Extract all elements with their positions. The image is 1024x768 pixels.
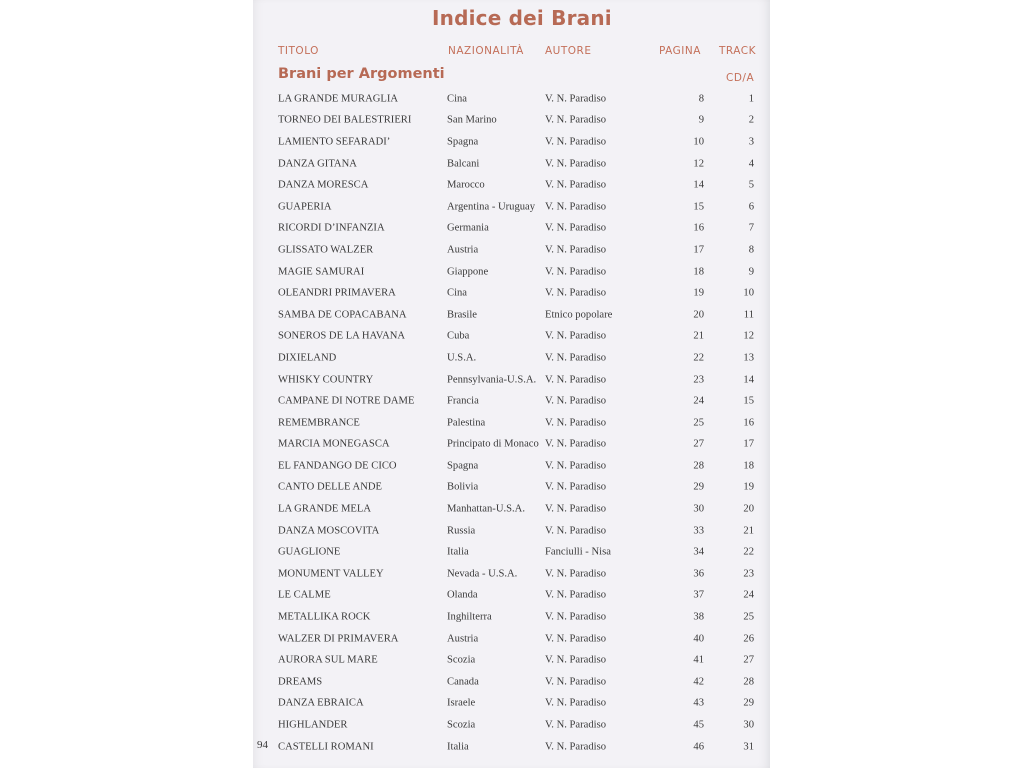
table-row <box>0 606 1024 628</box>
table-row <box>0 649 1024 671</box>
song-title-cell: RICORDI D’INFANZIA <box>278 222 385 234</box>
nationality-cell: Brasile <box>447 309 478 321</box>
song-index-table <box>0 88 1024 757</box>
track-cell: 13 <box>743 352 754 364</box>
track-cell: 14 <box>743 374 754 386</box>
column-header-cda: CD/A <box>726 72 755 84</box>
track-cell: 19 <box>743 481 754 493</box>
song-title-cell: MAGIE SAMURAI <box>278 266 365 278</box>
song-title-cell: REMEMBRANCE <box>278 417 360 429</box>
author-cell: V. N. Paradiso <box>545 287 607 299</box>
author-cell: V. N. Paradiso <box>545 611 607 623</box>
column-header-titolo: TITOLO <box>278 45 319 57</box>
column-header-track: TRACK <box>719 45 756 57</box>
nationality-cell: Scozia <box>447 654 476 666</box>
table-row <box>0 88 1024 110</box>
song-title-cell: CANTO DELLE ANDE <box>278 481 382 493</box>
page-number: 94 <box>257 739 268 751</box>
track-cell: 8 <box>748 244 754 256</box>
page-cell: 19 <box>693 287 704 299</box>
nationality-cell: Balcani <box>447 158 480 170</box>
nationality-cell: Cina <box>447 93 468 105</box>
author-cell: V. N. Paradiso <box>545 158 607 170</box>
page-cell: 25 <box>693 417 704 429</box>
table-row <box>0 714 1024 736</box>
page-cell: 40 <box>693 633 704 645</box>
track-cell: 27 <box>743 654 754 666</box>
song-title-cell: SAMBA DE COPACABANA <box>278 309 407 321</box>
author-cell: V. N. Paradiso <box>545 460 607 472</box>
nationality-cell: Germania <box>447 222 489 234</box>
column-header-pagina: PAGINA <box>659 45 701 57</box>
page-cell: 42 <box>693 676 704 688</box>
table-row <box>0 239 1024 261</box>
section-heading: Brani per Argomenti <box>278 66 445 82</box>
track-cell: 18 <box>743 460 754 472</box>
song-title-cell: EL FANDANGO DE CICO <box>278 460 397 472</box>
song-title-cell: DIXIELAND <box>278 352 337 364</box>
song-title-cell: LA GRANDE MURAGLIA <box>278 93 399 105</box>
track-cell: 9 <box>748 266 754 278</box>
table-row <box>0 261 1024 283</box>
track-cell: 10 <box>743 287 754 299</box>
song-title-cell: DANZA GITANA <box>278 158 357 170</box>
nationality-cell: Austria <box>447 244 479 256</box>
page-cell: 41 <box>693 654 704 666</box>
page-cell: 33 <box>693 525 704 537</box>
author-cell: V. N. Paradiso <box>545 136 607 148</box>
page-cell: 43 <box>693 697 704 709</box>
author-cell: V. N. Paradiso <box>545 222 607 234</box>
page-cell: 8 <box>698 93 704 105</box>
song-title-cell: AURORA SUL MARE <box>278 654 378 666</box>
author-cell: V. N. Paradiso <box>545 417 607 429</box>
track-cell: 30 <box>743 719 754 731</box>
nationality-cell: Spagna <box>447 460 479 472</box>
song-title-cell: LE CALME <box>278 589 331 601</box>
nationality-cell: Nevada - U.S.A. <box>447 568 518 580</box>
track-cell: 28 <box>743 676 754 688</box>
song-title-cell: HIGHLANDER <box>278 719 348 731</box>
track-cell: 5 <box>748 179 754 191</box>
author-cell: V. N. Paradiso <box>545 201 607 213</box>
table-row <box>0 218 1024 240</box>
page-cell: 21 <box>693 330 704 342</box>
page-cell: 28 <box>693 460 704 472</box>
page-cell: 20 <box>693 309 704 321</box>
author-cell: V. N. Paradiso <box>545 374 607 386</box>
song-title-cell: WHISKY COUNTRY <box>278 374 374 386</box>
table-row <box>0 736 1024 758</box>
song-title-cell: OLEANDRI PRIMAVERA <box>278 287 396 299</box>
song-title-cell: MONUMENT VALLEY <box>278 568 384 580</box>
page-cell: 22 <box>693 352 704 364</box>
author-cell: V. N. Paradiso <box>545 330 607 342</box>
track-cell: 29 <box>743 697 754 709</box>
page-cell: 9 <box>698 114 704 126</box>
page-cell: 45 <box>693 719 704 731</box>
page-cell: 23 <box>693 374 704 386</box>
nationality-cell: Cuba <box>447 330 470 342</box>
page-cell: 37 <box>693 589 704 601</box>
nationality-cell: Giappone <box>447 266 489 278</box>
author-cell: V. N. Paradiso <box>545 93 607 105</box>
page-cell: 14 <box>693 179 704 191</box>
song-title-cell: GUAPERIA <box>278 201 332 213</box>
song-title-cell: CAMPANE DI NOTRE DAME <box>278 395 415 407</box>
author-cell: V. N. Paradiso <box>545 503 607 515</box>
page-cell: 12 <box>693 158 704 170</box>
song-title-cell: DANZA MORESCA <box>278 179 369 191</box>
table-row <box>0 282 1024 304</box>
author-cell: V. N. Paradiso <box>545 654 607 666</box>
table-row <box>0 455 1024 477</box>
track-cell: 26 <box>743 633 754 645</box>
column-header-autore: AUTORE <box>545 45 592 57</box>
table-row <box>0 563 1024 585</box>
table-row <box>0 541 1024 563</box>
track-cell: 2 <box>748 114 754 126</box>
table-row <box>0 434 1024 456</box>
nationality-cell: Canada <box>447 676 479 688</box>
table-row <box>0 131 1024 153</box>
song-title-cell: DANZA EBRAICA <box>278 697 364 709</box>
author-cell: V. N. Paradiso <box>545 741 607 753</box>
track-cell: 17 <box>743 438 754 450</box>
author-cell: V. N. Paradiso <box>545 179 607 191</box>
page-cell: 17 <box>693 244 704 256</box>
page-cell: 10 <box>693 136 704 148</box>
page-cell: 46 <box>693 741 704 753</box>
nationality-cell: Francia <box>447 395 479 407</box>
author-cell: V. N. Paradiso <box>545 697 607 709</box>
nationality-cell: Principato di Monaco <box>447 438 539 450</box>
track-cell: 21 <box>743 525 754 537</box>
song-title-cell: SONEROS DE LA HAVANA <box>278 330 406 342</box>
author-cell: V. N. Paradiso <box>545 438 607 450</box>
table-row <box>0 628 1024 650</box>
page-cell: 38 <box>693 611 704 623</box>
nationality-cell: Cina <box>447 287 468 299</box>
page-cell: 16 <box>693 222 704 234</box>
track-cell: 4 <box>748 158 754 170</box>
author-cell: V. N. Paradiso <box>545 114 607 126</box>
nationality-cell: Italia <box>447 546 469 558</box>
nationality-cell: Austria <box>447 633 479 645</box>
song-title-cell: GLISSATO WALZER <box>278 244 374 256</box>
nationality-cell: Palestina <box>447 417 486 429</box>
author-cell: V. N. Paradiso <box>545 719 607 731</box>
track-cell: 3 <box>748 136 754 148</box>
track-cell: 15 <box>743 395 754 407</box>
nationality-cell: Inghilterra <box>447 611 492 623</box>
song-title-cell: TORNEO DEI BALESTRIERI <box>278 114 412 126</box>
track-cell: 22 <box>743 546 754 558</box>
table-row <box>0 498 1024 520</box>
track-cell: 7 <box>748 222 754 234</box>
table-row <box>0 347 1024 369</box>
nationality-cell: Pennsylvania-U.S.A. <box>447 374 537 386</box>
track-cell: 31 <box>743 741 754 753</box>
nationality-cell: U.S.A. <box>447 352 477 364</box>
author-cell: V. N. Paradiso <box>545 352 607 364</box>
page-cell: 27 <box>693 438 704 450</box>
track-cell: 20 <box>743 503 754 515</box>
page-cell: 15 <box>693 201 704 213</box>
author-cell: Fanciulli - Nisa <box>545 546 611 558</box>
author-cell: V. N. Paradiso <box>545 633 607 645</box>
page-cell: 30 <box>693 503 704 515</box>
table-row <box>0 671 1024 693</box>
table-row <box>0 304 1024 326</box>
author-cell: V. N. Paradiso <box>545 481 607 493</box>
nationality-cell: Manhattan-U.S.A. <box>447 503 525 515</box>
nationality-cell: Spagna <box>447 136 479 148</box>
nationality-cell: Scozia <box>447 719 476 731</box>
table-row <box>0 585 1024 607</box>
track-cell: 6 <box>748 201 754 213</box>
author-cell: V. N. Paradiso <box>545 395 607 407</box>
author-cell: Etnico popolare <box>545 309 613 321</box>
table-row <box>0 174 1024 196</box>
track-cell: 12 <box>743 330 754 342</box>
table-row <box>0 520 1024 542</box>
song-title-cell: METALLIKA ROCK <box>278 611 371 623</box>
table-row <box>0 477 1024 499</box>
track-cell: 11 <box>743 309 754 321</box>
table-row <box>0 693 1024 715</box>
nationality-cell: Israele <box>447 697 476 709</box>
page-title: Indice dei Brani <box>432 6 612 30</box>
author-cell: V. N. Paradiso <box>545 676 607 688</box>
track-cell: 23 <box>743 568 754 580</box>
song-title-cell: DANZA MOSCOVITA <box>278 525 380 537</box>
track-cell: 1 <box>748 93 754 105</box>
track-cell: 24 <box>743 589 754 601</box>
nationality-cell: Olanda <box>447 589 478 601</box>
table-row <box>0 196 1024 218</box>
table-row <box>0 412 1024 434</box>
nationality-cell: Italia <box>447 741 469 753</box>
table-row <box>0 390 1024 412</box>
page-cell: 36 <box>693 568 704 580</box>
author-cell: V. N. Paradiso <box>545 589 607 601</box>
song-title-cell: DREAMS <box>278 676 323 688</box>
table-row <box>0 153 1024 175</box>
song-title-cell: MARCIA MONEGASCA <box>278 438 390 450</box>
author-cell: V. N. Paradiso <box>545 244 607 256</box>
song-title-cell: LA GRANDE MELA <box>278 503 371 515</box>
nationality-cell: Bolivia <box>447 481 479 493</box>
table-row <box>0 326 1024 348</box>
nationality-cell: San Marino <box>447 114 497 126</box>
author-cell: V. N. Paradiso <box>545 525 607 537</box>
table-row <box>0 369 1024 391</box>
author-cell: V. N. Paradiso <box>545 568 607 580</box>
nationality-cell: Argentina - Uruguay <box>447 201 536 213</box>
author-cell: V. N. Paradiso <box>545 266 607 278</box>
table-row <box>0 110 1024 132</box>
column-header-nazionalita: NAZIONALITÀ <box>448 45 524 57</box>
song-title-cell: LAMIENTO SEFARADI’ <box>278 136 391 148</box>
track-cell: 25 <box>743 611 754 623</box>
page-cell: 18 <box>693 266 704 278</box>
page-cell: 24 <box>693 395 704 407</box>
page-cell: 29 <box>693 481 704 493</box>
song-title-cell: GUAGLIONE <box>278 546 341 558</box>
song-title-cell: CASTELLI ROMANI <box>278 741 374 753</box>
nationality-cell: Russia <box>447 525 476 537</box>
track-cell: 16 <box>743 417 754 429</box>
nationality-cell: Marocco <box>447 179 485 191</box>
page-cell: 34 <box>693 546 704 558</box>
song-title-cell: WALZER DI PRIMAVERA <box>278 633 399 645</box>
